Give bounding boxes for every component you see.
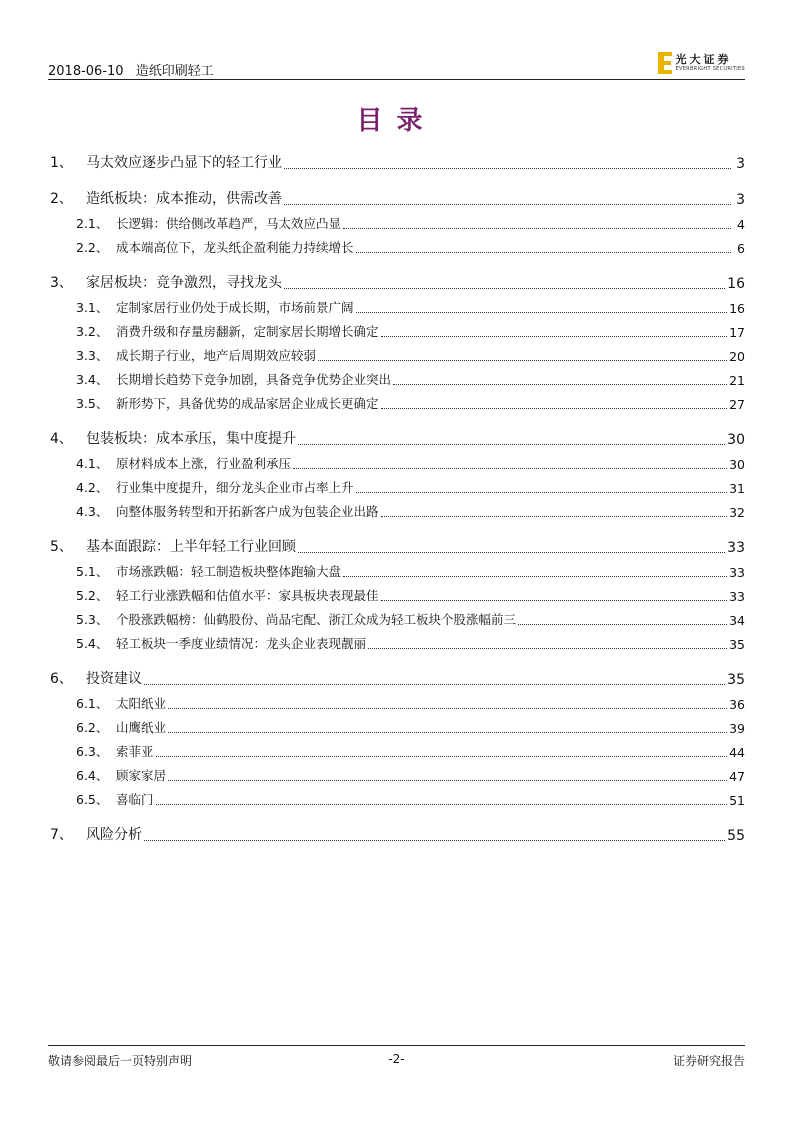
toc-chapter-entry[interactable] bbox=[48, 536, 745, 556]
toc-entry-number: 5.3、 bbox=[76, 612, 109, 627]
toc-chapter-entry[interactable] bbox=[48, 824, 745, 844]
header-info bbox=[48, 60, 222, 79]
toc-dot-leader bbox=[293, 467, 727, 469]
toc-chapter-entry[interactable] bbox=[48, 272, 745, 292]
toc-dot-leader bbox=[156, 755, 728, 757]
toc-entry-page: 33 bbox=[729, 589, 745, 604]
toc-entry-title: 市场涨跌幅：轻工制造板块整体跑输大盘 bbox=[116, 564, 342, 579]
toc-section-entry[interactable] bbox=[48, 718, 745, 736]
toc-entry-page: 3 bbox=[736, 156, 745, 172]
toc-entry-title: 行业集中度提升，细分龙头企业市占率上升 bbox=[116, 480, 354, 495]
everbright-logo-icon bbox=[658, 52, 672, 74]
toc-title: 目录 bbox=[356, 106, 437, 136]
toc-entry-number: 3.1、 bbox=[76, 300, 109, 315]
toc-entry-title: 投资建议 bbox=[86, 671, 142, 687]
toc-entry-page: 34 bbox=[729, 613, 745, 628]
toc-entry-page: 16 bbox=[727, 276, 745, 292]
toc-entry-page: 31 bbox=[729, 481, 745, 496]
toc-entry-page: 35 bbox=[729, 637, 745, 652]
toc-entry-number: 3.3、 bbox=[76, 348, 109, 363]
toc-entry-page: 21 bbox=[729, 373, 745, 388]
toc-dot-leader bbox=[284, 167, 731, 169]
toc-section-entry[interactable] bbox=[48, 694, 745, 712]
toc-dot-leader bbox=[168, 779, 727, 781]
toc-entry-number: 4.3、 bbox=[76, 504, 109, 519]
page-number: -2- bbox=[388, 1052, 405, 1066]
toc-entry-number: 3.2、 bbox=[76, 324, 109, 339]
toc-section-entry[interactable] bbox=[48, 766, 745, 784]
toc-entry-number: 3.4、 bbox=[76, 372, 109, 387]
toc-entry-title: 定制家居行业仍处于成长期，市场前景广阔 bbox=[116, 300, 354, 315]
toc-entry-number: 2、 bbox=[50, 191, 73, 207]
toc-section-entry[interactable] bbox=[48, 634, 745, 652]
toc-entry-title: 新形势下，具备优势的成品家居企业成长更确定 bbox=[116, 396, 379, 411]
toc-section-entry[interactable] bbox=[48, 214, 745, 232]
toc-dot-leader bbox=[284, 287, 725, 289]
toc-chapter-entry[interactable] bbox=[48, 152, 745, 172]
logo-name-en: EVERBRIGHT SECURITIES bbox=[675, 66, 745, 72]
toc-entry-title: 马太效应逐步凸显下的轻工行业 bbox=[86, 155, 282, 171]
toc-dot-leader bbox=[393, 383, 727, 385]
toc-entry-number: 4.1、 bbox=[76, 456, 109, 471]
toc-entry-number: 1、 bbox=[50, 155, 73, 171]
logo-name-cn: 光大证券 bbox=[675, 53, 732, 66]
toc-dot-leader bbox=[343, 575, 727, 577]
toc-entry-page: 30 bbox=[727, 432, 745, 448]
toc-entry-number: 2.2、 bbox=[76, 240, 109, 255]
toc-section-entry[interactable] bbox=[48, 478, 745, 496]
toc-dot-leader bbox=[368, 647, 727, 649]
toc-dot-leader bbox=[144, 683, 725, 685]
toc-chapter-entry[interactable] bbox=[48, 668, 745, 688]
toc-entry-number: 6.4、 bbox=[76, 768, 109, 783]
toc-entry-number: 6.2、 bbox=[76, 720, 109, 735]
toc-entry-page: 39 bbox=[729, 721, 745, 736]
toc-chapter-entry[interactable] bbox=[48, 428, 745, 448]
header-divider bbox=[48, 79, 745, 80]
toc-entry-number: 6.1、 bbox=[76, 696, 109, 711]
toc-dot-leader bbox=[284, 203, 731, 205]
toc-section-entry[interactable] bbox=[48, 610, 745, 628]
toc-dot-leader bbox=[381, 599, 728, 601]
toc-section-entry[interactable] bbox=[48, 370, 745, 388]
toc-entry-page: 32 bbox=[729, 505, 745, 520]
toc-entry-page: 36 bbox=[729, 697, 745, 712]
toc-entry-page: 33 bbox=[729, 565, 745, 580]
toc-dot-leader bbox=[168, 707, 727, 709]
footer-report-type: 证券研究报告 bbox=[672, 1054, 745, 1068]
toc-dot-leader bbox=[381, 335, 728, 337]
toc-entry-title: 包装板块：成本承压，集中度提升 bbox=[86, 431, 296, 447]
toc-entry-number: 7、 bbox=[50, 827, 73, 843]
toc-entry-number: 6、 bbox=[50, 671, 73, 687]
report-date: 2018-06-10 bbox=[48, 64, 124, 79]
toc-entry-page: 3 bbox=[736, 192, 745, 208]
toc-entry-number: 5.4、 bbox=[76, 636, 109, 651]
toc-entry-title: 向整体服务转型和开拓新客户成为包装企业出路 bbox=[116, 504, 379, 519]
toc-entry-page: 16 bbox=[729, 301, 745, 316]
toc-entry-title: 太阳纸业 bbox=[116, 696, 167, 711]
toc-entry-title: 风险分析 bbox=[86, 827, 142, 843]
toc-dot-leader bbox=[156, 803, 728, 805]
toc-entry-number: 4、 bbox=[50, 431, 73, 447]
company-logo bbox=[658, 50, 745, 76]
toc-entry-title: 轻工板块一季度业绩情况：龙头企业表现靓丽 bbox=[116, 636, 367, 651]
toc-entry-page: 47 bbox=[729, 769, 745, 784]
toc-dot-leader bbox=[356, 491, 728, 493]
toc-entry-title: 长逻辑：供给侧改革趋严，马太效应凸显 bbox=[116, 216, 342, 231]
toc-entry-page: 4 bbox=[737, 217, 745, 232]
toc-entry-number: 5、 bbox=[50, 539, 73, 555]
toc-entry-page: 6 bbox=[737, 241, 745, 256]
toc-entry-page: 44 bbox=[729, 745, 745, 760]
toc-entry-page: 33 bbox=[727, 540, 745, 556]
toc-chapter-entry[interactable] bbox=[48, 188, 745, 208]
toc-entry-page: 17 bbox=[729, 325, 745, 340]
toc-entry-number: 3.5、 bbox=[76, 396, 109, 411]
toc-entry-title: 消费升级和存量房翻新，定制家居长期增长确定 bbox=[116, 324, 379, 339]
toc-section-entry[interactable] bbox=[48, 502, 745, 520]
toc-dot-leader bbox=[518, 623, 727, 625]
toc-dot-leader bbox=[144, 839, 725, 841]
toc-entry-title: 成长期子行业，地产后周期效应较弱 bbox=[116, 348, 317, 363]
toc-section-entry[interactable] bbox=[48, 742, 745, 760]
toc-entry-number: 2.1、 bbox=[76, 216, 109, 231]
toc-entry-number: 4.2、 bbox=[76, 480, 109, 495]
toc-entry-title: 索菲亚 bbox=[116, 744, 154, 759]
toc-section-entry[interactable] bbox=[48, 790, 745, 808]
toc-entry-number: 3、 bbox=[50, 275, 73, 291]
toc-section-entry[interactable] bbox=[48, 562, 745, 580]
toc-section-entry[interactable] bbox=[48, 454, 745, 472]
toc-entry-title: 成本端高位下，龙头纸企盈利能力持续增长 bbox=[116, 240, 354, 255]
toc-entry-page: 35 bbox=[727, 672, 745, 688]
toc-section-entry[interactable] bbox=[48, 322, 745, 340]
toc-section-entry[interactable] bbox=[48, 394, 745, 412]
toc-entry-number: 6.3、 bbox=[76, 744, 109, 759]
toc-section-entry[interactable] bbox=[48, 586, 745, 604]
footer-disclaimer: 敬请参阅最后一页特别声明 bbox=[48, 1054, 193, 1068]
toc-entry-title: 长期增长趋势下竞争加剧，具备竞争优势企业突出 bbox=[116, 372, 392, 387]
toc-entry-title: 造纸板块：成本推动，供需改善 bbox=[86, 191, 282, 207]
toc-entry-title: 原材料成本上涨，行业盈利承压 bbox=[116, 456, 292, 471]
page-header bbox=[48, 50, 745, 78]
report-sector: 造纸印刷轻工 bbox=[135, 64, 214, 79]
toc-dot-leader bbox=[381, 407, 728, 409]
footer-divider bbox=[48, 1045, 745, 1046]
toc-entry-title: 家居板块：竞争激烈，寻找龙头 bbox=[86, 275, 282, 291]
toc-dot-leader bbox=[381, 515, 728, 517]
toc-dot-leader bbox=[318, 359, 727, 361]
toc-section-entry[interactable] bbox=[48, 346, 745, 364]
toc-entry-title: 喜临门 bbox=[116, 792, 154, 807]
toc-entry-number: 5.1、 bbox=[76, 564, 109, 579]
toc-dot-leader bbox=[356, 251, 731, 253]
toc-section-entry[interactable] bbox=[48, 298, 745, 316]
toc-dot-leader bbox=[168, 731, 727, 733]
toc-entry-page: 27 bbox=[729, 397, 745, 412]
toc-dot-leader bbox=[298, 443, 725, 445]
toc-dot-leader bbox=[343, 227, 731, 229]
toc-entry-page: 51 bbox=[729, 793, 745, 808]
toc-entry-title: 山鹰纸业 bbox=[116, 720, 167, 735]
toc-entry-page: 30 bbox=[729, 457, 745, 472]
toc-entry-title: 个股涨跌幅榜：仙鹤股份、尚品宅配、浙江众成为轻工板块个股涨幅前三 bbox=[116, 612, 517, 627]
toc-entry-title: 轻工行业涨跌幅和估值水平：家具板块表现最佳 bbox=[116, 588, 379, 603]
toc-dot-leader bbox=[298, 551, 725, 553]
toc-dot-leader bbox=[356, 311, 728, 313]
toc-entry-page: 55 bbox=[727, 828, 745, 844]
toc-entry-number: 6.5、 bbox=[76, 792, 109, 807]
toc-entry-number: 5.2、 bbox=[76, 588, 109, 603]
toc-entry-title: 顾家家居 bbox=[116, 768, 167, 783]
toc-section-entry[interactable] bbox=[48, 238, 745, 256]
toc-entry-title: 基本面跟踪：上半年轻工行业回顾 bbox=[86, 539, 296, 555]
toc-entry-page: 20 bbox=[729, 349, 745, 364]
